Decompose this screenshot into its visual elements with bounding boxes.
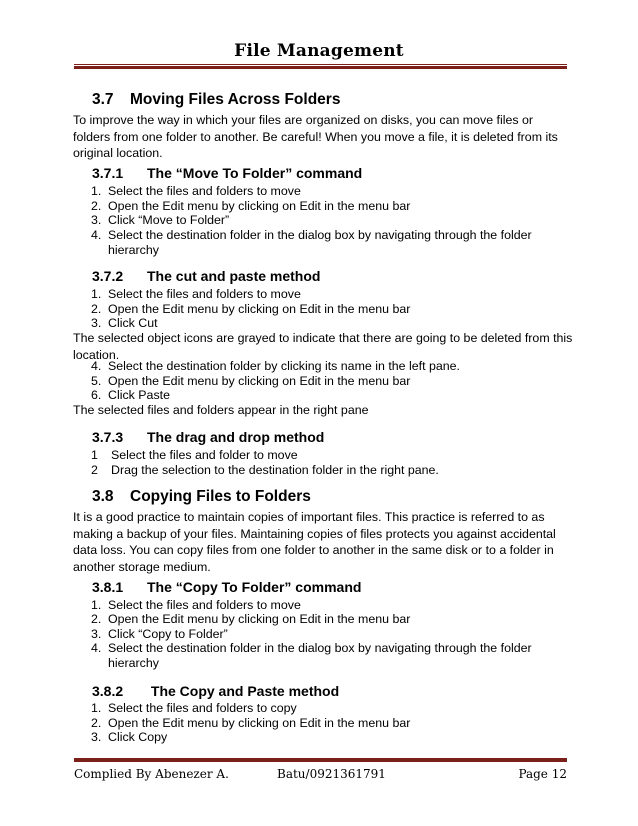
- list-item: 2 Drag the selection to the destination folder in the right pane.: [91, 463, 439, 477]
- section-title: The “Copy To Folder” command: [147, 579, 362, 595]
- list-item: 1. Select the files and folders to move: [91, 287, 301, 301]
- section-number: 3.7.3: [92, 429, 124, 445]
- section-3-7-1-heading: [92, 165, 362, 181]
- list-item: 3. Click Copy: [91, 730, 168, 744]
- list-item: 6. Click Paste: [91, 388, 170, 402]
- section-title: The cut and paste method: [147, 268, 321, 284]
- section-number: 3.8.1: [92, 579, 124, 595]
- list-item: 5. Open the Edit menu by clicking on Edit in the menu bar: [91, 374, 411, 388]
- section-number: 3.7: [92, 91, 114, 108]
- cut-note: The selected object icons are grayed to indicate that there are going to be deleted from this location.: [73, 331, 573, 362]
- section-3-8-2-heading: [92, 683, 339, 699]
- list-item: 1. Select the files and folders to move: [91, 184, 301, 198]
- section-number: 3.7.1: [92, 165, 124, 181]
- list-item: 4. Select the destination folder in the dialog box by navigating through the folder hierarchy: [91, 228, 532, 257]
- paste-note: The selected files and folders appear in the right pane: [73, 403, 369, 417]
- list-item: 1. Select the files and folders to copy: [91, 701, 297, 715]
- section-3-7-2-heading: [92, 268, 320, 284]
- section-title: The Copy and Paste method: [147, 683, 340, 699]
- section-number: 3.7.2: [92, 268, 124, 284]
- list-item: 1. Select the files and folders to move: [91, 598, 301, 612]
- list-item: 2. Open the Edit menu by clicking on Edit in the menu bar: [91, 716, 411, 730]
- list-item: 4. Select the destination folder by clicking its name in the left pane.: [91, 359, 460, 373]
- list-item: 3. Click “Move to Folder”: [91, 213, 230, 227]
- section-number: 3.8.2: [92, 683, 124, 699]
- section-3-8-heading: [92, 488, 311, 506]
- section-number: 3.8: [92, 488, 114, 505]
- footer-page-number: Page 12: [518, 767, 567, 781]
- footer-contact: Batu/0921361791: [277, 767, 386, 781]
- section-3-7-intro: To improve the way in which your files are organized on disks, you can move files or folders from one folder to another. Be careful! When you move a file, it is deleted from its original location.: [73, 113, 558, 161]
- list-item: 2. Open the Edit menu by clicking on Edit in the menu bar: [91, 199, 411, 213]
- list-item: 2. Open the Edit menu by clicking on Edit in the menu bar: [91, 302, 411, 316]
- section-title: The “Move To Folder” command: [147, 165, 363, 181]
- list-item: 3. Click Cut: [91, 316, 158, 330]
- section-3-7-heading: [92, 91, 340, 109]
- section-3-8-intro: It is a good practice to maintain copies of important files. This practice is referred to as making a backup of your files. Maintaining copies of files protects you against accidental data loss. You can copy files from one folder to another in the same disk or to a folder in another storage medium.: [73, 510, 556, 574]
- section-3-8-1-heading: [92, 579, 361, 595]
- footer-compiler: Complied By Abenezer A.: [74, 767, 229, 781]
- list-item: 2. Open the Edit menu by clicking on Edit in the menu bar: [91, 612, 411, 626]
- list-item: 3. Click “Copy to Folder”: [91, 627, 228, 641]
- section-title: Copying Files to Folders: [130, 488, 311, 505]
- footer-rule: [74, 757, 567, 762]
- header-rule: [74, 64, 567, 69]
- section-title: Moving Files Across Folders: [130, 91, 341, 108]
- page-header-title: File Management: [234, 41, 404, 61]
- list-item: 1 Select the files and folder to move: [91, 448, 298, 462]
- section-title: The drag and drop method: [147, 429, 325, 445]
- list-item: 4. Select the destination folder in the dialog box by navigating through the folder hierarchy: [91, 641, 532, 670]
- section-3-7-3-heading: [92, 429, 324, 445]
